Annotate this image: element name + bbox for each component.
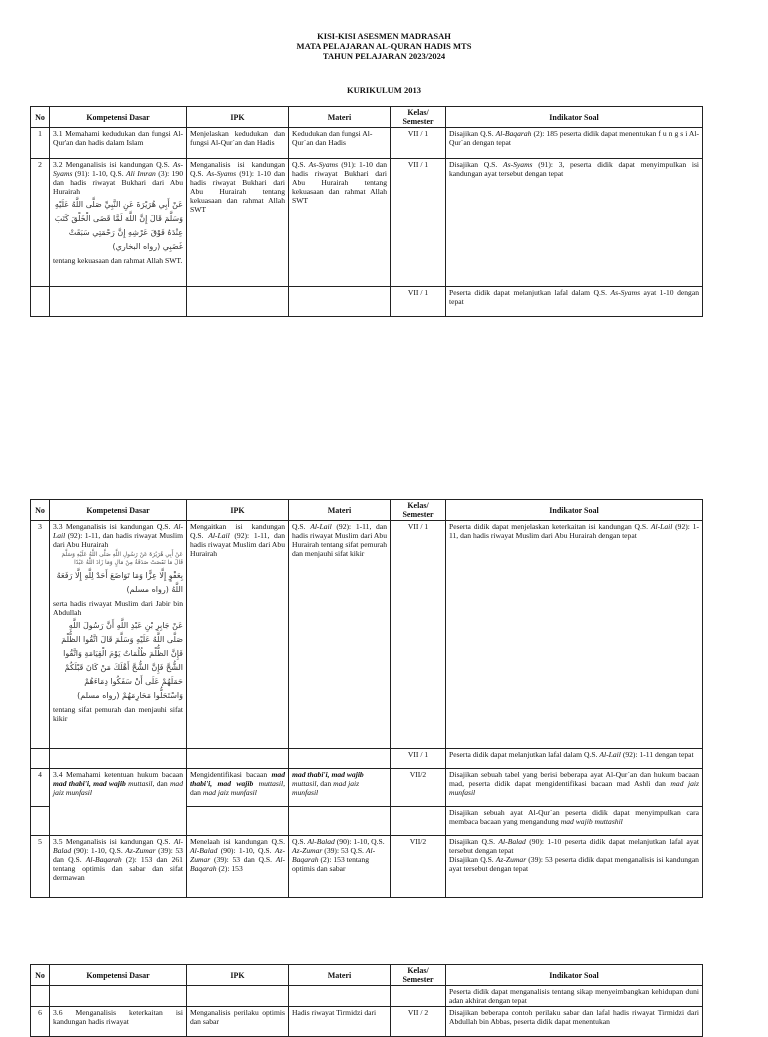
kelas-cell: VII / 2 <box>391 1007 446 1037</box>
table-header-row <box>31 965 703 986</box>
col-materi: Materi <box>289 500 391 521</box>
materi-cell: Q.S. Al-Lail (92): 1-11, dan hadis riwayat Muslim dari Abu Hurairah tentang sifat pemurah dan menjauhi sifat kikir <box>289 521 391 749</box>
indikator-cell: Disajikan sebuah ayat Al-Qur`an peserta didik dapat menyimpulkan cara membaca bacaan yang mengandung mad wajib muttashil <box>446 807 703 836</box>
indikator-cell: Disajikan Q.S. Al-Baqarah (2): 185 peserta didik dapat menentukan f u n g s i Al-Qur`an dengan tepat <box>446 128 703 159</box>
col-indikator: Indikator Soal <box>446 107 703 128</box>
row-no: 1 <box>31 128 50 159</box>
table-row <box>31 287 703 317</box>
kelas-cell: VII / 1 <box>391 749 446 769</box>
kd-cell: 3.2 Menganalisis isi kandungan Q.S. As-Syams (91): 1-10, Q.S. Ali Imran (3): 190 dan hadis riwayat Bukhari dari Abu Hurairah عَنْ أَبِي هُرَيْرَةَ عَنِ النَّبِيِّ صَلَّى اللَّهُ عَلَيْهِ وَسَلَّمَ قَالَ إِنَّ اللَّهَ لَمَّا قَضَى الْخَلْقَ كَتَبَ عِنْدَهُ فَوْقَ عَرْشِهِ إِنَّ رَحْمَتِي سَبَقَتْ غَضَبِي (رواه البخاري) tentang kekuasaan dan rahmat Allah SWT. <box>50 159 187 287</box>
kelas-cell: VII / 1 <box>391 128 446 159</box>
arabic-hadith-text: بِعَفْوٍ إِلَّا عِزًّا وَمَا تَوَاضَعَ أَحَدٌ لِلَّهِ إِلَّا رَفَعَهُ اللَّهُ (رواه مسلم) <box>56 571 183 594</box>
doc-subject: MATA PELAJARAN AL-QURAN HADIS MTS <box>296 41 472 51</box>
col-no: No <box>31 107 50 128</box>
materi-cell: Q.S. Al-Balad (90): 1-10, Q.S. Az-Zumar (39): 53 Q.S. Al-Baqarah (2): 153 tentang optimis dan sabar <box>289 836 391 898</box>
table-header-row <box>31 500 703 521</box>
materi-cell: mad thabi'i, mad wajib muttasil, dan mad jaiz munfasil <box>289 769 391 807</box>
kisi-table-3 <box>30 964 703 1037</box>
col-kd: Kompetensi Dasar <box>50 107 187 128</box>
kd-cell: 3.4 Memahami ketentuan hukum bacaan mad thabi'i, mad wajib muttasil, dan mad jaiz munfasil <box>50 769 187 836</box>
table-row <box>31 521 703 749</box>
indikator-cell: Peserta didik dapat melanjutkan lafal dalam Q.S. Al-Lail (92): 1-11 dengan tepat <box>446 749 703 769</box>
indikator-cell: Disajikan sebuah tabel yang berisi beberapa ayat Al-Qur`an dan hukum bacaan mad, peserta didik dapat mengidentifikasi bacaan mad Ashli dan mad jaiz munfasil <box>446 769 703 807</box>
indikator-cell: Disajikan Q.S. Al-Balad (90): 1-10 peserta didik dapat melanjutkan lafal ayat tersebut dengan tepat Disajikan Q.S. Az-Zumar (39): 53 peserta didik dapat menganalisis isi kandungan ayat tersebut dengan tepat <box>446 836 703 898</box>
arabic-hadith-text: عَنْ جَابِرِ بْنِ عَبْدِ اللَّهِ أَنَّ رَسُولَ اللَّهِ صَلَّى اللَّهُ عَلَيْهِ وَسَلَّمَ قَالَ اتَّقُوا الظُّلْمَ فَإِنَّ الظُّلْمَ ظُلُمَاتٌ يَوْمَ الْقِيَامَةِ وَاتَّقُوا الشُّحَّ فَإِنَّ الشُّحَّ أَهْلَكَ مَنْ كَانَ قَبْلَكُمْ حَمَلَهُمْ عَلَى أَنْ سَفَكُوا دِمَاءَهُمْ وَاسْتَحَلُّوا مَحَارِمَهُمْ (رواه مسلم) <box>61 621 183 700</box>
ipk-cell: Mengidentifikasi bacaan mad thabi'i, mad wajib muttasil, dan mad jaiz munfasil <box>187 769 289 807</box>
row-no: 3 <box>31 521 50 749</box>
table-header-row <box>31 107 703 128</box>
table-row <box>31 769 703 807</box>
ipk-cell: Menganalisis perilaku optimis dan sabar <box>187 1007 289 1037</box>
col-kelas: Kelas/ Semester <box>391 107 446 128</box>
kd-cell: 3.3 Menganalisis isi kandungan Q.S. Al-Lail (92): 1-11, dan hadis riwayat Muslim dari Abu Hurairah عَنْ أَبِي هُرَيْرَةَ عَنْ رَسُولِ اللَّهِ صَلَّى اللَّهُ عَلَيْهِ وَسَلَّمَ قَالَ مَا نَقَصَتْ صَدَقَةٌ مِنْ مَالٍ وَمَا زَادَ اللَّهُ عَبْدًا بِعَفْوٍ إِلَّا عِزًّا وَمَا تَوَاضَعَ أَحَدٌ لِلَّهِ إِلَّا رَفَعَهُ اللَّهُ (رواه مسلم) serta hadis riwayat Muslim dari Jabir bin Abdullah عَنْ جَابِرِ بْنِ عَبْدِ اللَّهِ أَنَّ رَسُولَ اللَّهِ صَلَّى اللَّهُ عَلَيْهِ وَسَلَّمَ قَالَ اتَّقُوا الظُّلْمَ فَإِنَّ الظُّلْمَ ظُلُمَاتٌ يَوْمَ الْقِيَامَةِ وَاتَّقُوا الشُّحَّ فَإِنَّ الشُّحَّ أَهْلَكَ مَنْ كَانَ قَبْلَكُمْ حَمَلَهُمْ عَلَى أَنْ سَفَكُوا دِمَاءَهُمْ وَاسْتَحَلُّوا مَحَارِمَهُمْ (رواه مسلم) tentang sifat pemurah dan menjauhi sifat kikir <box>50 521 187 749</box>
ipk-cell: Menelaah isi kandungan Q.S. Al-Balad (90): 1-10, Q.S. Az-Zumar (39): 53 dan Q.S. Al-Baqarah (2): 153 <box>187 836 289 898</box>
kelas-cell: VII / 1 <box>391 521 446 749</box>
doc-curriculum: KURIKULUM 2013 <box>347 85 421 95</box>
table-row <box>31 749 703 769</box>
col-ipk: IPK <box>187 107 289 128</box>
row-no: 4 <box>31 769 50 807</box>
ipk-cell: Menjelaskan kedudukan dan fungsi Al-Qur`an dan Hadis <box>187 128 289 159</box>
kd-cell: 3.6 Menganalisis keterkaitan isi kandungan hadis riwayat <box>50 1007 187 1037</box>
col-ipk: IPK <box>187 500 289 521</box>
col-materi: Materi <box>289 965 391 986</box>
table-row <box>31 1007 703 1037</box>
col-indikator: Indikator Soal <box>446 500 703 521</box>
table-row <box>31 836 703 898</box>
arabic-hadith-text: عَنْ أَبِي هُرَيْرَةَ عَنْ رَسُولِ اللَّهِ صَلَّى اللَّهُ عَلَيْهِ وَسَلَّمَ قَالَ مَا نَقَصَتْ صَدَقَةٌ مِنْ مَالٍ وَمَا زَادَ اللَّهُ عَبْدًا <box>61 552 183 566</box>
kisi-table-2 <box>30 499 703 898</box>
table-row <box>31 159 703 287</box>
kelas-cell: VII / 1 <box>391 159 446 287</box>
kisi-table-1 <box>30 106 703 317</box>
col-kelas: Kelas/ Semester <box>391 965 446 986</box>
col-ipk: IPK <box>187 965 289 986</box>
col-kd: Kompetensi Dasar <box>50 500 187 521</box>
materi-cell: Q.S. As-Syams (91): 1-10 dan hadis riwayat Bukhari dari Abu Hurairah tentang kekuasaan dan rahmat Allah SWT <box>289 159 391 287</box>
kd-cell: 3.5 Menganalisis isi kandungan Q.S. Al-Balad (90): 1-10, Q.S. Az-Zumar (39): 53 dan Q.S. Al-Baqarah (2): 153 dan 261 tentang optimis dan sabar dan sifat dermawan <box>50 836 187 898</box>
indikator-cell: Disajikan Q.S. As-Syams (91): 3, peserta didik dapat menyimpulkan isi kandungan ayat tersebut dengan tepat <box>446 159 703 287</box>
col-kd: Kompetensi Dasar <box>50 965 187 986</box>
kelas-cell: VII/2 <box>391 836 446 898</box>
table-row <box>31 986 703 1007</box>
doc-title: KISI-KISI ASESMEN MADRASAH <box>317 31 451 41</box>
ipk-cell: Mengaitkan isi kandungan Q.S. Al-Lail (92): 1-11, dan hadis riwayat Muslim dari Abu Hurairah <box>187 521 289 749</box>
materi-cell: Kedudukan dan fungsi Al-Qur`an dan Hadis <box>289 128 391 159</box>
materi-cell: Hadis riwayat Tirmidzi dari <box>289 1007 391 1037</box>
kelas-cell: VII / 1 <box>391 287 446 317</box>
indikator-cell: Disajikan beberapa contoh perilaku sabar dan lafal hadis riwayat Tirmidzi dari Abdullah bin Abbas, peserta didik dapat menentukan <box>446 1007 703 1037</box>
row-no: 2 <box>31 159 50 287</box>
doc-year: TAHUN PELAJARAN 2023/2024 <box>322 51 446 61</box>
col-indikator: Indikator Soal <box>446 965 703 986</box>
row-no: 5 <box>31 836 50 898</box>
col-no: No <box>31 965 50 986</box>
col-no: No <box>31 500 50 521</box>
col-kelas: Kelas/ Semester <box>391 500 446 521</box>
table-row <box>31 128 703 159</box>
row-no: 6 <box>31 1007 50 1037</box>
indikator-cell: Peserta didik dapat menganalisis tentang sikap menyeimbangkan kehidupan duni adan akhirat dengan tepat <box>446 986 703 1007</box>
arabic-hadith-text: عَنْ أَبِي هُرَيْرَةَ عَنِ النَّبِيِّ صَلَّى اللَّهُ عَلَيْهِ وَسَلَّمَ قَالَ إِنَّ اللَّهَ لَمَّا قَضَى الْخَلْقَ كَتَبَ عِنْدَهُ فَوْقَ عَرْشِهِ إِنَّ رَحْمَتِي سَبَقَتْ غَضَبِي (رواه البخاري) <box>54 200 183 251</box>
indikator-cell: Peserta didik dapat melanjutkan lafal dalam Q.S. As-Syams ayat 1-10 dengan tepat <box>446 287 703 317</box>
kelas-cell: VII/2 <box>391 769 446 807</box>
ipk-cell: Menganalisis isi kandungan Q.S. As-Syams (91): 1-10 dan hadis riwayat Bukhari dari Abu Hurairah tentang kekuasaan dan rahmat Allah SWT <box>187 159 289 287</box>
kd-cell: 3.1 Memahami kedudukan dan fungsi Al-Qur'an dan hadis dalam Islam <box>50 128 187 159</box>
col-materi: Materi <box>289 107 391 128</box>
indikator-cell: Peserta didik dapat menjelaskan keterkaitan isi kandungan Q.S. Al-Lail (92): 1-11, dan hadis riwayat Muslim dari Abu Hurairah dengan tepat <box>446 521 703 749</box>
